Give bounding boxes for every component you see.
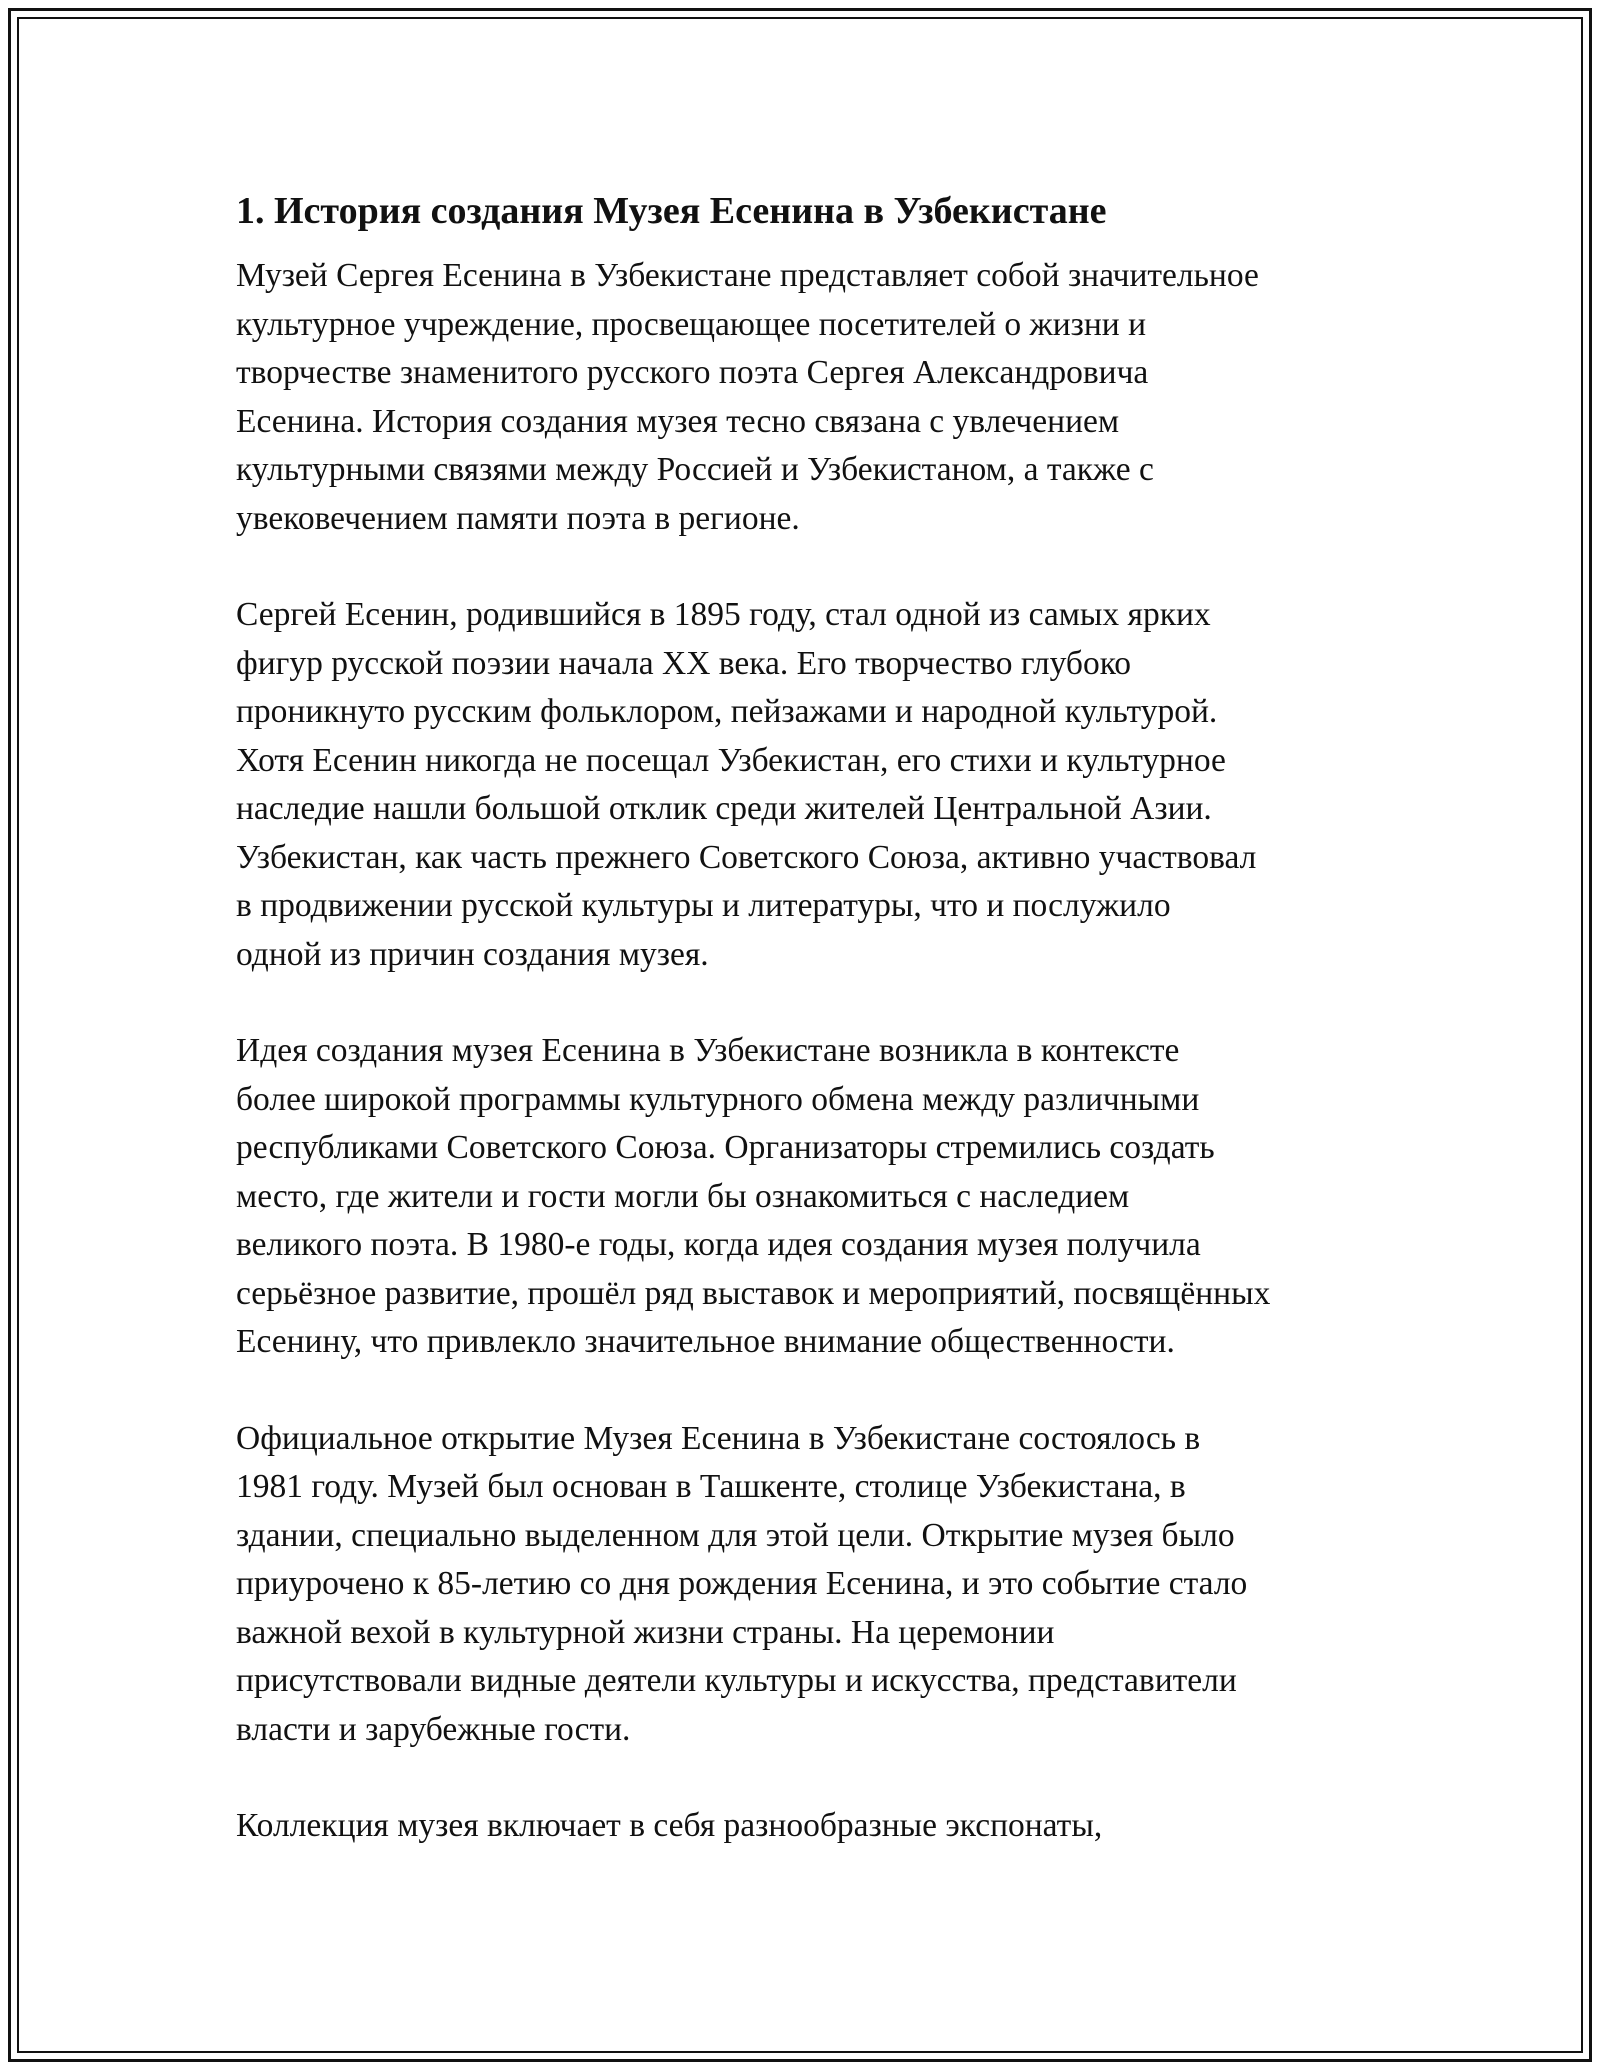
text-line: Узбекистан, как часть прежнего Советского Союза, активно участвовал: [236, 838, 1257, 876]
text-line: власти и зарубежные гости.: [236, 1710, 631, 1748]
text-line: Есенина. История создания музея тесно связана с увлечением: [236, 402, 1120, 440]
text-line: приурочено к 85-летию со дня рождения Есенина, и это событие стало: [236, 1565, 1248, 1602]
text-line: Хотя Есенин никогда не посещал Узбекистан, его стихи и культурное: [236, 741, 1226, 779]
text-line: здании, специально выделенном для этой цели. Открытие музея было: [236, 1516, 1235, 1554]
paragraph-1: [236, 252, 1386, 543]
document-body: [236, 186, 1386, 1899]
text-line: творчестве знаменитого русского поэта Сергея Александровича: [236, 354, 1149, 391]
text-line: Сергей Есенин, родившийся в 1895 году, стал одной из самых ярких: [236, 596, 1211, 633]
text-line: Музей Сергея Есенина в Узбекистане представляет собой значительное: [236, 257, 1259, 294]
paragraph-4: [236, 1415, 1386, 1755]
text-line: культурными связями между Россией и Узбекистаном, а также с: [236, 451, 1154, 488]
paragraph-2: [236, 591, 1386, 979]
text-line: место, где жители и гости могли бы ознакомиться с наследием: [236, 1177, 1130, 1215]
text-line: наследие нашли большой отклик среди жителей Центральной Азии.: [236, 790, 1212, 827]
text-line: 1981 году. Музей был основан в Ташкенте, столице Узбекистана, в: [236, 1468, 1186, 1505]
section-heading: 1. История создания Музея Есенина в Узбекистане: [236, 190, 1107, 232]
text-line: республиками Советского Союза. Организаторы стремились создать: [236, 1129, 1215, 1166]
text-line: более широкой программы культурного обмена между различными: [236, 1080, 1200, 1118]
text-line: великого поэта. В 1980-е годы, когда идея создания музея получила: [236, 1226, 1201, 1263]
paragraph-5: [236, 1802, 1386, 1851]
text-line: проникнуто русским фольклором, пейзажами и народной культурой.: [236, 693, 1218, 730]
text-line: присутствовали видные деятели культуры и искусства, представители: [236, 1662, 1237, 1699]
text-line: увековечением памяти поэта в регионе.: [236, 499, 800, 537]
text-line: Есенину, что привлекло значительное внимание общественности.: [236, 1323, 1175, 1360]
text-line: одной из причин создания музея.: [236, 935, 709, 973]
text-line: Коллекция музея включает в себя разнообразные экспонаты,: [236, 1807, 1103, 1844]
text-line: серьёзное развитие, прошёл ряд выставок и мероприятий, посвящённых: [236, 1274, 1271, 1312]
text-line: в продвижении русской культуры и литературы, что и послужило: [236, 887, 1171, 924]
text-line: фигур русской поэзии начала XX века. Его творчество глубоко: [236, 644, 1132, 682]
text-line: культурное учреждение, просвещающее посетителей о жизни и: [236, 305, 1147, 343]
paragraph-3: [236, 1027, 1386, 1367]
text-line: важной вехой в культурной жизни страны. На церемонии: [236, 1613, 1055, 1651]
text-line: Идея создания музея Есенина в Узбекистане возникла в контексте: [236, 1032, 1180, 1069]
text-line: Официальное открытие Музея Есенина в Узбекистане состоялось в: [236, 1419, 1201, 1457]
